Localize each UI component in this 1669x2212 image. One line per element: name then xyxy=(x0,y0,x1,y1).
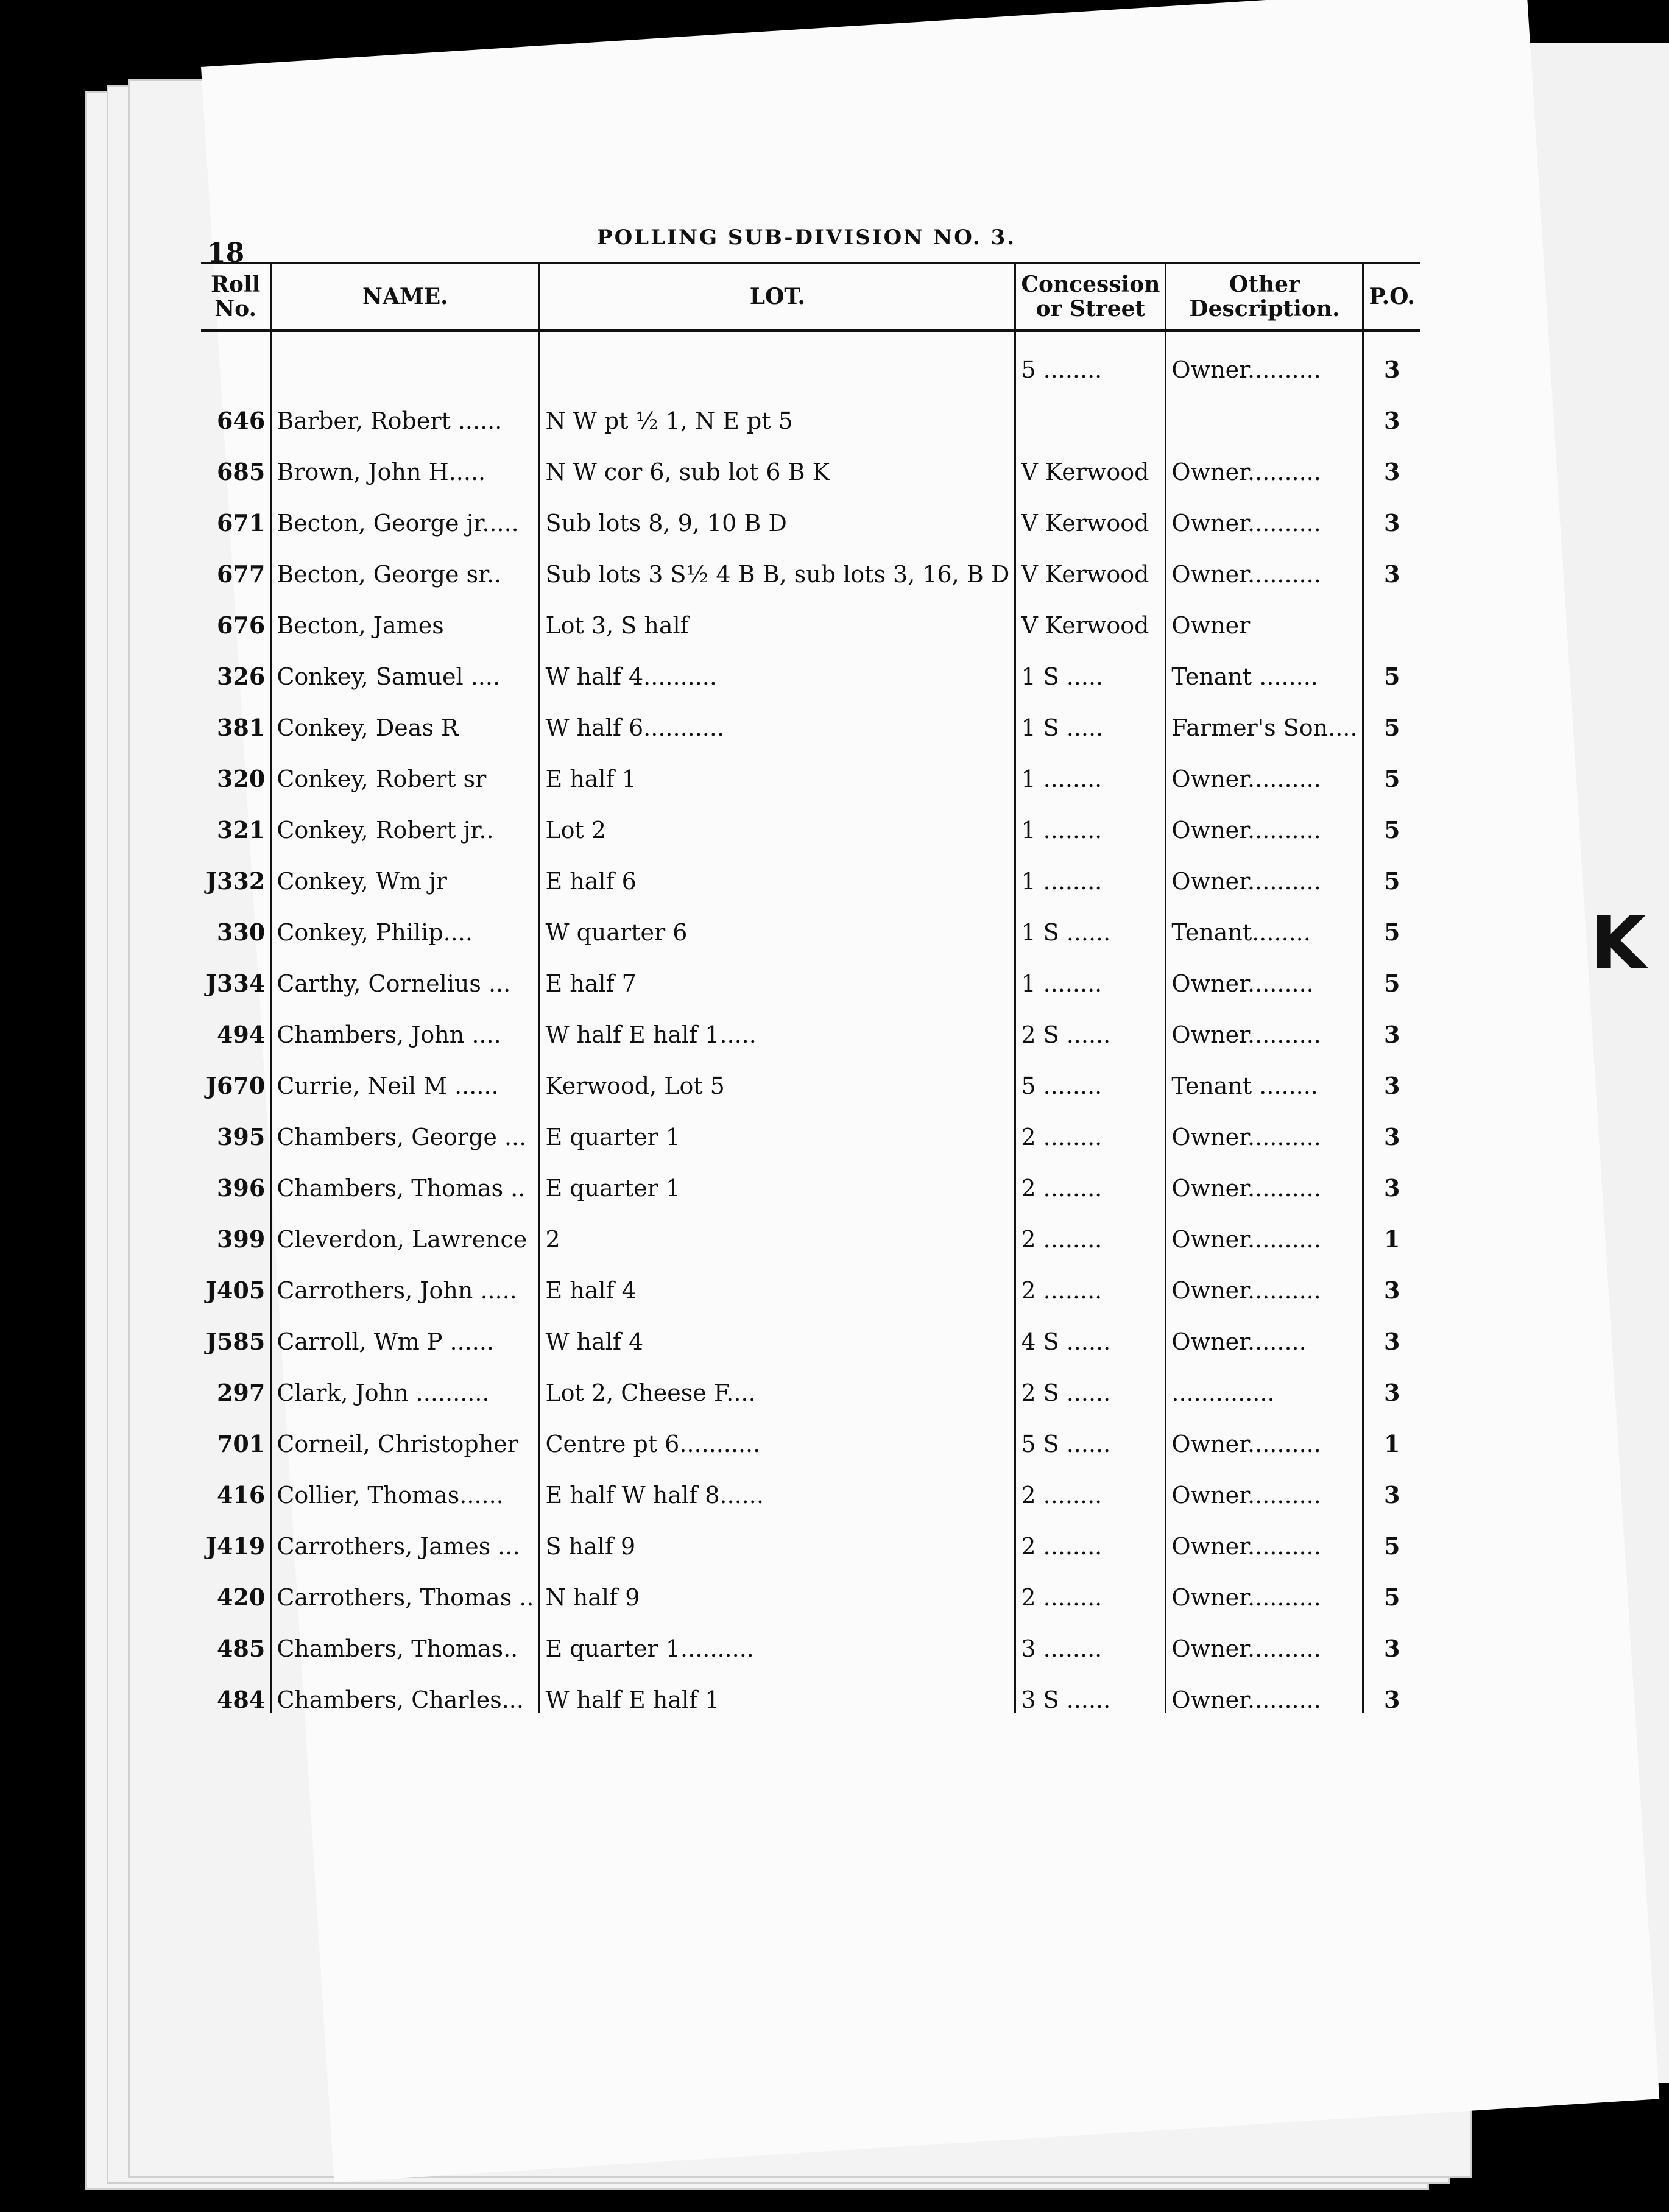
concession-cell: 5 ........ xyxy=(1015,1048,1166,1099)
table-row xyxy=(201,1150,1420,1202)
lot-cell: Lot 3, S half xyxy=(540,588,1015,639)
name-cell: Chambers, Charles... xyxy=(271,1662,540,1713)
concession-cell: 2 ........ xyxy=(1015,1560,1166,1611)
po-cell: 3 xyxy=(1383,356,1400,384)
concession-cell: 1 ........ xyxy=(1015,946,1166,997)
name-cell: Cleverdon, Lawrence xyxy=(271,1202,540,1253)
po-cell: 5 xyxy=(1383,918,1400,946)
table-row xyxy=(201,537,1420,588)
concession-cell: 2 ........ xyxy=(1015,1509,1166,1560)
concession-cell: 5 ........ xyxy=(1015,331,1166,383)
po-cell: 3 xyxy=(1383,560,1400,588)
name-cell: Conkey, Deas R xyxy=(271,690,540,741)
lot-cell: E quarter 1 xyxy=(540,1099,1015,1150)
roll-no-cell: 685 xyxy=(201,434,271,485)
table-header-row xyxy=(201,263,1420,331)
po-cell: 3 xyxy=(1383,458,1400,486)
table-row xyxy=(201,741,1420,792)
lot-cell: Sub lots 8, 9, 10 B D xyxy=(540,485,1015,537)
table-row xyxy=(201,997,1420,1048)
description-cell: Owner.......... xyxy=(1166,1509,1363,1560)
table-row xyxy=(201,1202,1420,1253)
lot-cell: W half 4.......... xyxy=(540,639,1015,690)
po-cell: 5 xyxy=(1383,970,1400,998)
po-cell xyxy=(1363,588,1420,639)
lot-cell: E half W half 8...... xyxy=(540,1457,1015,1509)
roll-no-cell: 420 xyxy=(201,1560,271,1611)
concession-cell: 1 S ..... xyxy=(1015,639,1166,690)
concession-cell: 2 ........ xyxy=(1015,1202,1166,1253)
concession-cell: 3 S ...... xyxy=(1015,1662,1166,1713)
roll-no-cell: 395 xyxy=(201,1099,271,1150)
name-cell: Brown, John H..... xyxy=(271,434,540,485)
column-lot: LOT. xyxy=(540,263,1015,331)
description-cell: Tenant........ xyxy=(1166,895,1363,946)
po-cell: 3 xyxy=(1383,1328,1400,1356)
table-row xyxy=(201,331,1420,383)
concession-cell: 1 S ..... xyxy=(1015,690,1166,741)
lot-cell: N W pt ½ 1, N E pt 5 xyxy=(540,383,1015,434)
lot-cell: W half 4 xyxy=(540,1304,1015,1355)
name-cell: Chambers, Thomas.. xyxy=(271,1611,540,1662)
concession-cell: 2 ........ xyxy=(1015,1099,1166,1150)
description-cell: Owner.......... xyxy=(1166,1406,1363,1457)
page-number: 18 xyxy=(207,238,245,269)
roll-no-cell: 396 xyxy=(201,1150,271,1202)
po-cell: 5 xyxy=(1383,765,1400,793)
description-cell xyxy=(1166,383,1363,434)
roll-no-cell: 494 xyxy=(201,997,271,1048)
lot-cell: Centre pt 6........... xyxy=(540,1406,1015,1457)
po-cell: 3 xyxy=(1383,1072,1400,1100)
roll-no-cell: J405 xyxy=(201,1253,271,1304)
description-cell: Owner.......... xyxy=(1166,485,1363,537)
description-cell: Owner.......... xyxy=(1166,792,1363,844)
table-row xyxy=(201,1457,1420,1509)
lot-cell: N half 9 xyxy=(540,1560,1015,1611)
concession-cell: V Kerwood xyxy=(1015,434,1166,485)
lot-cell: E quarter 1 xyxy=(540,1150,1015,1202)
roll-no-cell: 321 xyxy=(201,792,271,844)
name-cell: Conkey, Philip.... xyxy=(271,895,540,946)
concession-cell: 2 S ...... xyxy=(1015,997,1166,1048)
lot-cell: W half 6........... xyxy=(540,690,1015,741)
description-cell: Owner.......... xyxy=(1166,1611,1363,1662)
column-po: P.O. xyxy=(1363,263,1420,331)
lot-cell: W half E half 1..... xyxy=(540,997,1015,1048)
po-cell: 1 xyxy=(1383,1225,1400,1253)
name-cell: Corneil, Christopher xyxy=(271,1406,540,1457)
section-title: POLLING SUB-DIVISION NO. 3. xyxy=(597,225,1017,250)
description-cell: Owner........ xyxy=(1166,1304,1363,1355)
table-row xyxy=(201,1099,1420,1150)
description-cell: Owner......... xyxy=(1166,946,1363,997)
po-cell: 1 xyxy=(1383,1430,1400,1458)
description-cell: Owner.......... xyxy=(1166,434,1363,485)
name-cell: Carrothers, John ..... xyxy=(271,1253,540,1304)
po-cell: 3 xyxy=(1383,1174,1400,1202)
name-cell: Currie, Neil M ...... xyxy=(271,1048,540,1099)
table-row xyxy=(201,1560,1420,1611)
lot-cell: Lot 2 xyxy=(540,792,1015,844)
table-row xyxy=(201,792,1420,844)
name-cell: Clark, John .......... xyxy=(271,1355,540,1406)
description-cell: .............. xyxy=(1166,1355,1363,1406)
description-cell: Owner.......... xyxy=(1166,741,1363,792)
concession-cell: 2 ........ xyxy=(1015,1253,1166,1304)
roll-no-cell: 484 xyxy=(201,1662,271,1713)
name-cell: Conkey, Robert sr xyxy=(271,741,540,792)
roll-no-cell: J419 xyxy=(201,1509,271,1560)
lot-cell: W half E half 1 xyxy=(540,1662,1015,1713)
roll-no-cell: 381 xyxy=(201,690,271,741)
lot-cell: E quarter 1.......... xyxy=(540,1611,1015,1662)
name-cell: Carrothers, Thomas .. xyxy=(271,1560,540,1611)
description-cell: Owner.......... xyxy=(1166,1560,1363,1611)
table-row xyxy=(201,1355,1420,1406)
name-cell: Conkey, Robert jr.. xyxy=(271,792,540,844)
description-cell: Owner.......... xyxy=(1166,1253,1363,1304)
description-cell: Owner xyxy=(1166,588,1363,639)
roll-no-cell: 399 xyxy=(201,1202,271,1253)
description-cell: Owner.......... xyxy=(1166,1202,1363,1253)
table-row xyxy=(201,383,1420,434)
name-cell: Carthy, Cornelius ... xyxy=(271,946,540,997)
po-cell: 3 xyxy=(1383,1123,1400,1151)
description-cell: Owner.......... xyxy=(1166,537,1363,588)
table-row xyxy=(201,639,1420,690)
po-cell: 5 xyxy=(1383,816,1400,844)
concession-cell: 3 ........ xyxy=(1015,1611,1166,1662)
po-cell: 5 xyxy=(1383,663,1400,691)
concession-cell: 1 S ...... xyxy=(1015,895,1166,946)
description-cell: Tenant ........ xyxy=(1166,1048,1363,1099)
name-cell: Conkey, Wm jr xyxy=(271,844,540,895)
roll-no-cell: 326 xyxy=(201,639,271,690)
description-cell: Owner.......... xyxy=(1166,1457,1363,1509)
roll-no-cell: 671 xyxy=(201,485,271,537)
table-row xyxy=(201,1662,1420,1713)
concession-cell: V Kerwood xyxy=(1015,485,1166,537)
lot-cell: E half 4 xyxy=(540,1253,1015,1304)
roll-no-cell: 677 xyxy=(201,537,271,588)
concession-cell: 2 S ...... xyxy=(1015,1355,1166,1406)
margin-mark: K xyxy=(1590,901,1646,986)
roll-no-cell: 330 xyxy=(201,895,271,946)
voters-list-table xyxy=(201,262,1420,1713)
roll-no-cell: J332 xyxy=(201,844,271,895)
roll-no-cell: 320 xyxy=(201,741,271,792)
roll-no-cell: 297 xyxy=(201,1355,271,1406)
table-row xyxy=(201,485,1420,537)
table-row xyxy=(201,1304,1420,1355)
description-cell: Owner.......... xyxy=(1166,1150,1363,1202)
name-cell: Chambers, John .... xyxy=(271,997,540,1048)
table-row xyxy=(201,1406,1420,1457)
concession-cell: 1 ........ xyxy=(1015,792,1166,844)
table-row xyxy=(201,434,1420,485)
column-roll-no: Roll No. xyxy=(201,263,271,331)
concession-cell: 2 ........ xyxy=(1015,1150,1166,1202)
table-row xyxy=(201,1611,1420,1662)
po-cell: 5 xyxy=(1383,867,1400,895)
table-row xyxy=(201,1509,1420,1560)
table-row xyxy=(201,946,1420,997)
name-cell: Carroll, Wm P ...... xyxy=(271,1304,540,1355)
concession-cell: 2 ........ xyxy=(1015,1457,1166,1509)
column-name: NAME. xyxy=(271,263,540,331)
roll-no-cell: J670 xyxy=(201,1048,271,1099)
description-cell: Tenant ........ xyxy=(1166,639,1363,690)
roll-no-cell: 701 xyxy=(201,1406,271,1457)
po-cell: 3 xyxy=(1383,1021,1400,1049)
table-row xyxy=(201,1048,1420,1099)
name-cell: Becton, George jr..... xyxy=(271,485,540,537)
concession-cell: 4 S ...... xyxy=(1015,1304,1166,1355)
name-cell: Becton, James xyxy=(271,588,540,639)
concession-cell: 5 S ...... xyxy=(1015,1406,1166,1457)
name-cell: Becton, George sr.. xyxy=(271,537,540,588)
po-cell: 3 xyxy=(1383,1481,1400,1509)
po-cell: 3 xyxy=(1383,1379,1400,1407)
lot-cell: E half 6 xyxy=(540,844,1015,895)
roll-no-cell: J585 xyxy=(201,1304,271,1355)
roll-no-cell: 485 xyxy=(201,1611,271,1662)
lot-cell: E half 7 xyxy=(540,946,1015,997)
lot-cell: N W cor 6, sub lot 6 B K xyxy=(540,434,1015,485)
table-body xyxy=(201,331,1420,1713)
po-cell: 3 xyxy=(1383,1635,1400,1663)
lot-cell: Kerwood, Lot 5 xyxy=(540,1048,1015,1099)
po-cell: 3 xyxy=(1383,1686,1400,1714)
concession-cell: 1 ........ xyxy=(1015,844,1166,895)
roll-no-cell: J334 xyxy=(201,946,271,997)
lot-cell: Lot 2, Cheese F.... xyxy=(540,1355,1015,1406)
name-cell xyxy=(271,331,540,383)
description-cell: Owner.......... xyxy=(1166,1099,1363,1150)
name-cell: Carrothers, James ... xyxy=(271,1509,540,1560)
column-concession: Concession or Street xyxy=(1015,263,1166,331)
concession-cell xyxy=(1015,383,1166,434)
description-cell: Owner.......... xyxy=(1166,844,1363,895)
description-cell: Owner.......... xyxy=(1166,997,1363,1048)
concession-cell: V Kerwood xyxy=(1015,537,1166,588)
table-row xyxy=(201,588,1420,639)
roll-no-cell xyxy=(201,331,271,383)
concession-cell: V Kerwood xyxy=(1015,588,1166,639)
table-row xyxy=(201,844,1420,895)
lot-cell xyxy=(540,331,1015,383)
lot-cell: S half 9 xyxy=(540,1509,1015,1560)
description-cell: Farmer's Son.... xyxy=(1166,690,1363,741)
name-cell: Barber, Robert ...... xyxy=(271,383,540,434)
description-cell: Owner.......... xyxy=(1166,331,1363,383)
po-cell: 5 xyxy=(1383,1532,1400,1560)
name-cell: Chambers, George ... xyxy=(271,1099,540,1150)
po-cell: 5 xyxy=(1383,714,1400,742)
table-row xyxy=(201,895,1420,946)
po-cell: 5 xyxy=(1383,1583,1400,1611)
lot-cell: W quarter 6 xyxy=(540,895,1015,946)
po-cell: 3 xyxy=(1383,509,1400,537)
lot-cell: Sub lots 3 S½ 4 B B, sub lots 3, 16, B D xyxy=(540,537,1015,588)
roll-no-cell: 676 xyxy=(201,588,271,639)
po-cell: 3 xyxy=(1383,407,1400,435)
column-description: Other Description. xyxy=(1166,263,1363,331)
table-row xyxy=(201,690,1420,741)
roll-no-cell: 416 xyxy=(201,1457,271,1509)
name-cell: Conkey, Samuel .... xyxy=(271,639,540,690)
name-cell: Chambers, Thomas .. xyxy=(271,1150,540,1202)
lot-cell: 2 xyxy=(540,1202,1015,1253)
name-cell: Collier, Thomas...... xyxy=(271,1457,540,1509)
lot-cell: E half 1 xyxy=(540,741,1015,792)
description-cell: Owner.......... xyxy=(1166,1662,1363,1713)
table-row xyxy=(201,1253,1420,1304)
roll-no-cell: 646 xyxy=(201,383,271,434)
concession-cell: 1 ........ xyxy=(1015,741,1166,792)
po-cell: 3 xyxy=(1383,1277,1400,1305)
